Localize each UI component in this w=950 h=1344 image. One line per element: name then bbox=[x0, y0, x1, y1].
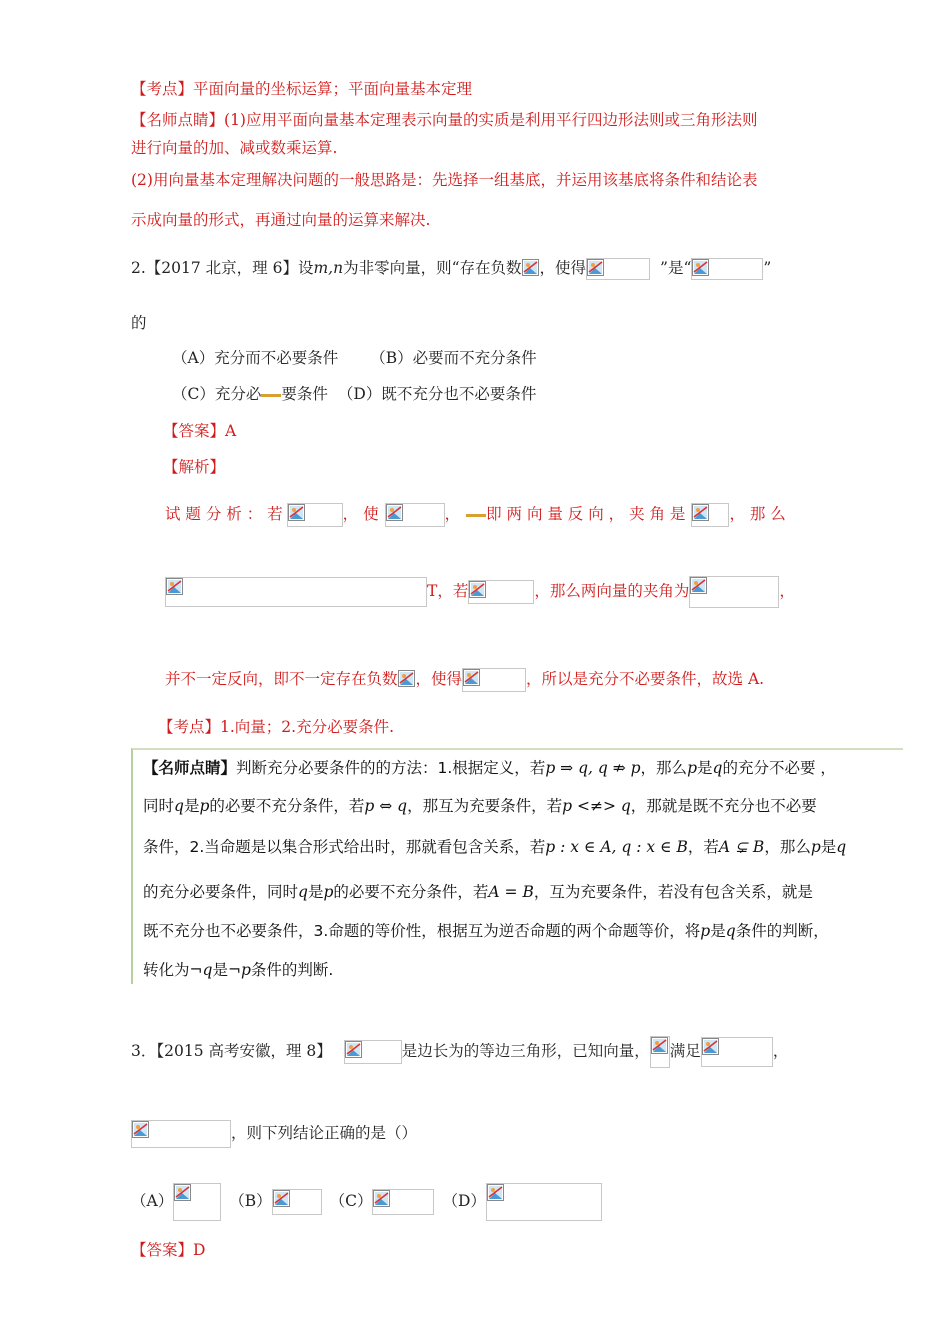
tip-text: ，互为充要条件，若没有包含关系，就是 bbox=[533, 883, 813, 901]
answer-value: D bbox=[193, 1241, 206, 1259]
dianjing-text-1: (1)应用平面向量基本定理表示向量的实质是利用平行四边形法则或三角形法则 bbox=[224, 111, 758, 129]
analysis-text-1d: 即 两 向 量 反 向 ， 夹 角 是 bbox=[486, 505, 686, 523]
tip-text: 的必要不充分条件，若 bbox=[333, 883, 489, 901]
tip-text: 是 bbox=[820, 838, 837, 856]
q3-option-a: （A） bbox=[131, 1192, 174, 1210]
blank-dash bbox=[261, 394, 281, 397]
q2-jiexi-tag: 【解析】 bbox=[163, 458, 226, 476]
tip-text: 的充分不必要 ， bbox=[722, 759, 836, 777]
broken-image-icon bbox=[398, 670, 415, 687]
q2-stem bbox=[131, 258, 771, 280]
dianjing-line-1 bbox=[131, 110, 757, 130]
tip-line-5 bbox=[143, 921, 829, 941]
formula-image-abc bbox=[344, 1040, 402, 1064]
tip-text: 的必要不充分条件，若 bbox=[209, 797, 365, 815]
tip-line-6 bbox=[143, 960, 333, 980]
q2-option-d: （D）既不充分也不必要条件 bbox=[337, 385, 537, 403]
formula-image-condition-2 bbox=[131, 1120, 231, 1148]
tip-line-4 bbox=[143, 882, 813, 902]
tip-text: 是 bbox=[183, 797, 200, 815]
q2-quote-end: ” bbox=[763, 259, 772, 277]
math-q: q bbox=[174, 797, 184, 815]
tip-text: 条件的判断. bbox=[250, 961, 334, 979]
broken-image-icon bbox=[692, 259, 709, 276]
q2-option-c-part2: 要条件 bbox=[281, 385, 328, 403]
tip-text: 既不充分也不必要条件，3.命题的等价性，根据互为逆否命题的两个命题等价，将 bbox=[143, 922, 701, 940]
dianjing-line-3: (2)用向量基本定理解决问题的一般思路是：先选择一组基底，并运用该基底将条件和结论表 bbox=[131, 171, 758, 189]
formula-image-condition-1 bbox=[701, 1037, 773, 1067]
math-expr: ¬p bbox=[227, 961, 251, 979]
broken-image-icon bbox=[690, 577, 707, 594]
q3-option-b: （B） bbox=[229, 1192, 272, 1210]
math-q: q bbox=[725, 922, 736, 940]
broken-image-icon bbox=[702, 1038, 719, 1055]
formula-image-option-b bbox=[272, 1189, 322, 1215]
math-p: p bbox=[700, 922, 711, 940]
broken-image-icon bbox=[273, 1190, 290, 1207]
formula-image-3 bbox=[468, 580, 534, 604]
blank-dash bbox=[466, 514, 486, 517]
math-p: p bbox=[323, 883, 334, 901]
formula-image-pi bbox=[691, 503, 729, 527]
math-p: p bbox=[687, 759, 697, 777]
formula-image-ab bbox=[650, 1036, 670, 1068]
formula-image-option-d bbox=[486, 1183, 602, 1221]
formula-image-option-a bbox=[173, 1183, 221, 1221]
formula-image-2 bbox=[385, 503, 445, 527]
analysis-text-3a: 并不一定反向，即不一定存在负数 bbox=[165, 670, 398, 688]
formula-image-1 bbox=[287, 503, 343, 527]
tip-box bbox=[131, 748, 903, 984]
math-p: p bbox=[810, 838, 821, 856]
math-expr: p <≠> q bbox=[562, 797, 631, 815]
q2-options-ab bbox=[172, 348, 537, 368]
analysis-text-2c: ， bbox=[779, 582, 795, 600]
broken-image-icon bbox=[166, 578, 183, 595]
math-q: q bbox=[712, 759, 723, 777]
broken-image-icon bbox=[386, 504, 403, 521]
formula-image-5 bbox=[462, 668, 526, 692]
answer-value: A bbox=[225, 422, 237, 440]
q2-de: 的 bbox=[131, 314, 147, 332]
formula-image-option-c bbox=[372, 1189, 434, 1215]
q2-option-c-part1: （C）充分必 bbox=[172, 385, 262, 403]
broken-image-icon bbox=[132, 1121, 149, 1138]
analysis-text-3b: ，使得 bbox=[415, 670, 463, 688]
dianjing-line-2: 进行向量的加、减或数乘运算. bbox=[131, 139, 338, 157]
kaodian-text: 平面向量的坐标运算；平面向量基本定理 bbox=[193, 80, 473, 98]
q2-kaodian bbox=[158, 717, 394, 737]
q2-vars: m,n bbox=[313, 259, 344, 277]
tip-line-3 bbox=[143, 837, 846, 857]
formula-image-lambda-2 bbox=[398, 670, 416, 690]
formula-image-lambda bbox=[522, 259, 540, 279]
math-expr: A ⊊ B bbox=[718, 838, 765, 856]
q3-source: 3．【2015 高考安徽，理 8】 bbox=[131, 1042, 332, 1060]
tip-text: ，若 bbox=[687, 838, 719, 856]
broken-image-icon bbox=[651, 1037, 668, 1054]
tip-text: ，那么 bbox=[764, 838, 811, 856]
tip-text: 同时 bbox=[143, 797, 175, 815]
broken-image-icon bbox=[345, 1041, 362, 1058]
analysis-text-3c: ，所以是充分不必要条件，故选 A. bbox=[526, 670, 765, 688]
tip-text: 的充分必要条件，同时 bbox=[143, 883, 299, 901]
kaodian-tag: 【考点】 bbox=[131, 80, 194, 98]
broken-image-icon bbox=[587, 259, 604, 276]
q3-options bbox=[131, 1183, 602, 1221]
q2-answer bbox=[163, 421, 236, 441]
tip-text: 是 bbox=[710, 922, 726, 940]
broken-image-icon bbox=[487, 1184, 504, 1201]
tip-line-2 bbox=[143, 796, 817, 816]
formula-image-long bbox=[165, 577, 427, 607]
q3-option-c: （C） bbox=[329, 1192, 373, 1210]
analysis-line-3 bbox=[165, 668, 764, 692]
broken-image-icon bbox=[522, 259, 539, 276]
broken-image-icon bbox=[463, 669, 480, 686]
tip-text: ，那么 bbox=[640, 759, 688, 777]
q3-stem-text: 是边长为的等边三角形，已知向量， bbox=[401, 1042, 650, 1060]
analysis-text-1e: ， 那 么 bbox=[729, 505, 786, 523]
dianjing-tag: 【名师点睛】 bbox=[131, 111, 225, 129]
analysis-text-1a: 试 题 分 析 ： 若 bbox=[165, 505, 283, 523]
math-q: q bbox=[836, 838, 847, 856]
q2-option-b: （B）必要而不充分条件 bbox=[370, 349, 537, 367]
broken-image-icon bbox=[373, 1190, 390, 1207]
tip-text: ，那就是既不充分也不必要 bbox=[630, 797, 817, 815]
tip-line-1 bbox=[143, 758, 836, 778]
tip-text: 是 bbox=[307, 883, 324, 901]
q3-stem bbox=[131, 1036, 788, 1068]
analysis-line-2 bbox=[165, 576, 795, 608]
analysis-line-1 bbox=[165, 503, 786, 527]
tip-text: 条件的判断， bbox=[735, 922, 829, 940]
broken-image-icon bbox=[692, 504, 709, 521]
math-expr: p : x ∈ A, q : x ∈ B bbox=[545, 838, 688, 856]
answer-tag: 【答案】 bbox=[131, 1241, 194, 1259]
analysis-text-1c: ， bbox=[444, 505, 461, 523]
math-p: p bbox=[199, 797, 210, 815]
math-expr: p ⇒ q, q ⇏ p bbox=[545, 759, 641, 777]
tip-text: 判断充分必要条件的的方法：1.根据定义，若 bbox=[236, 759, 546, 777]
tip-text: 转化为 bbox=[143, 961, 190, 979]
q2-quote-is: ”是“ bbox=[660, 259, 692, 277]
tip-text: 条件，2.当命题是以集合形式给出时，那就看包含关系，若 bbox=[143, 838, 546, 856]
analysis-text-2b: ，那么两向量的夹角为 bbox=[534, 582, 690, 600]
broken-image-icon bbox=[288, 504, 305, 521]
q2-source: 2.【2017 北京，理 6】设 bbox=[131, 259, 314, 277]
formula-image-m-lambda-n bbox=[586, 258, 650, 280]
tip-text: ，那互为充要条件，若 bbox=[407, 797, 563, 815]
analysis-text-1b: ， 使 bbox=[342, 505, 379, 523]
formula-image-4 bbox=[689, 576, 779, 608]
q2-comma: ，使得 bbox=[539, 259, 587, 277]
q3-line-2 bbox=[131, 1120, 417, 1148]
tip-text: 是 bbox=[697, 759, 713, 777]
math-expr: ¬q bbox=[189, 961, 213, 979]
broken-image-icon bbox=[469, 581, 486, 598]
q3-comma: ， bbox=[772, 1042, 789, 1060]
math-q: q bbox=[298, 883, 308, 901]
q3-satisfy: 满足 bbox=[669, 1042, 701, 1060]
tip-text: 是 bbox=[212, 961, 228, 979]
q3-question-text: ，则下列结论正确的是（） bbox=[231, 1124, 418, 1142]
q3-answer bbox=[131, 1240, 205, 1260]
kaodian-line bbox=[131, 79, 472, 99]
kaodian-text-2: 1.向量；2.充分必要条件. bbox=[220, 718, 395, 736]
q2-option-a: （A）充分而不必要条件 bbox=[172, 349, 339, 367]
q3-option-d: （D） bbox=[442, 1192, 486, 1210]
answer-tag: 【答案】 bbox=[163, 422, 226, 440]
tip-tag: 【名师点睛】 bbox=[143, 759, 237, 777]
q2-stem-text: 为非零向量，则“存在负数 bbox=[343, 259, 522, 277]
math-expr: A = B bbox=[488, 883, 534, 901]
q2-options-cd bbox=[172, 384, 536, 404]
math-expr: p ⇔ q bbox=[364, 797, 408, 815]
formula-image-dot-product bbox=[691, 258, 763, 280]
broken-image-icon bbox=[174, 1184, 191, 1201]
kaodian-tag-2: 【考点】 bbox=[158, 718, 221, 736]
dianjing-line-4: 示成向量的形式，再通过向量的运算来解决. bbox=[131, 211, 431, 229]
analysis-text-2a: T，若 bbox=[427, 582, 469, 600]
